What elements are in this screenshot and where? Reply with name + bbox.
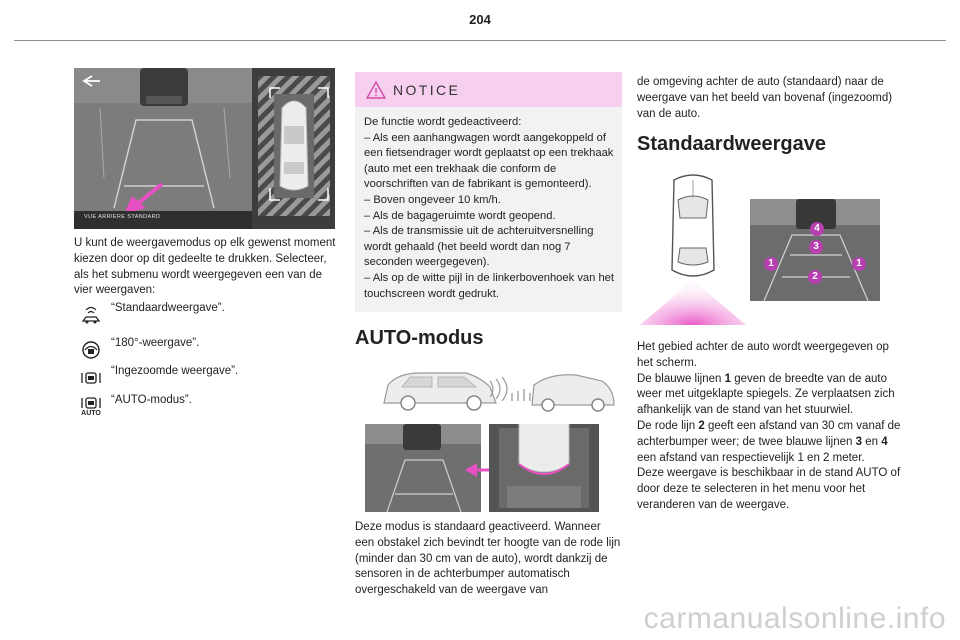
auto-mode-standard-view-photo xyxy=(365,424,481,512)
auto-mode-zoomed-view-photo xyxy=(489,424,599,512)
photo-caption: VUE ARRIERE STANDARD xyxy=(84,214,161,220)
option-zoomed-view xyxy=(75,364,238,392)
standard-view-p2: De blauwe lijnen 1 geven de breedte van de auto weer met uitgeklapte spiegels. Ze verplaatsen zich afhankelijk van de stand van het stuurwiel. xyxy=(637,372,895,417)
notice-header xyxy=(355,72,622,107)
marker-1-left: 1 xyxy=(764,257,778,271)
standard-view-icon xyxy=(75,301,107,329)
auto-icon-text: AUTO xyxy=(81,410,101,417)
notice-line: – Als de bagageruimte wordt geopend. xyxy=(364,209,556,222)
auto-mode-text-continued: de omgeving achter de auto (standaard) naar de weergave van het beeld van bovenaf (ingezoomd) van de auto. xyxy=(637,76,893,120)
auto-mode-heading: AUTO-modus xyxy=(355,327,484,349)
page-number: 204 xyxy=(469,12,491,27)
standard-view-p1: Het gebied achter de auto wordt weergegeven op het scherm. xyxy=(637,341,889,369)
notice-line: – Als op de witte pijl in de linkerbovenhoek van het touchscreen wordt gedrukt. xyxy=(364,271,615,300)
marker-3: 3 xyxy=(809,240,823,254)
view-180-icon xyxy=(75,336,107,364)
top-down-car-illustration xyxy=(640,170,746,325)
notice-line: – Als een aanhangwagen wordt aangekoppeld of een fietsendrager wordt geplaatst op een trekhaak (auto met een trekhaak die conform de voorschriften van de fabrikant is gemonteerd). xyxy=(364,131,614,191)
camera-screen-photo xyxy=(74,68,335,229)
standard-view-label: “Standaardweergave”. xyxy=(111,302,225,314)
warning-icon xyxy=(365,80,387,100)
standard-view-p3: De rode lijn 2 geeft een afstand van 30 cm vanaf de achterbumper weer; de twee blauwe lijnen 3 en 4 een afstand van respectievelijk 1 en 2 meter. xyxy=(637,419,901,464)
standard-view-heading: Standaardweergave xyxy=(637,133,826,155)
option-standard-view xyxy=(75,301,225,329)
view-180-label: “180°-weergave”. xyxy=(111,337,200,349)
notice-box xyxy=(355,72,622,312)
marker-2: 2 xyxy=(808,270,822,284)
auto-mode-label: “AUTO-modus”. xyxy=(111,394,192,406)
notice-line: De functie wordt gedeactiveerd: xyxy=(364,116,522,128)
option-auto-mode xyxy=(75,393,192,421)
auto-mode-icon xyxy=(75,393,107,421)
auto-mode-cars-illustration xyxy=(380,365,620,413)
marker-4: 4 xyxy=(810,222,824,236)
view-mode-intro: U kunt de weergavemodus op elk gewenst moment kiezen door op dit gedeelte te drukken. Selecteer, als het submenu wordt weergegeven een van de vier weergaven: xyxy=(74,237,336,297)
auto-mode-text: Deze modus is standaard geactiveerd. Wanneer een obstakel zich bevindt ter hoogte van de rode lijn (minder dan 30 cm van de auto), wordt dankzij de sensoren in de achterbumper automatisch overgeschakeld van de weergave van xyxy=(355,521,621,597)
marker-1-right: 1 xyxy=(852,257,866,271)
zoomed-view-label: “Ingezoomde weergave”. xyxy=(111,365,239,377)
notice-title: NOTICE xyxy=(393,81,461,98)
standard-view-text xyxy=(637,340,907,514)
standard-view-p4: Deze weergave is beschikbaar in de stand AUTO of door deze te selecteren in het menu voor het veranderen van de weergave. xyxy=(637,467,901,511)
notice-line: – Als de transmissie uit de achteruitversnelling wordt gehaald (het beeld wordt dan nog 7 seconden weergegeven). xyxy=(364,225,594,269)
option-180-view xyxy=(75,336,199,364)
notice-line: – Boven ongeveer 10 km/h. xyxy=(364,193,501,206)
zoomed-view-icon xyxy=(75,364,107,392)
header-rule xyxy=(14,40,946,41)
standard-view-screen-photo xyxy=(750,199,880,301)
watermark: carmanualsonline.info xyxy=(643,602,946,635)
notice-body xyxy=(355,107,622,302)
